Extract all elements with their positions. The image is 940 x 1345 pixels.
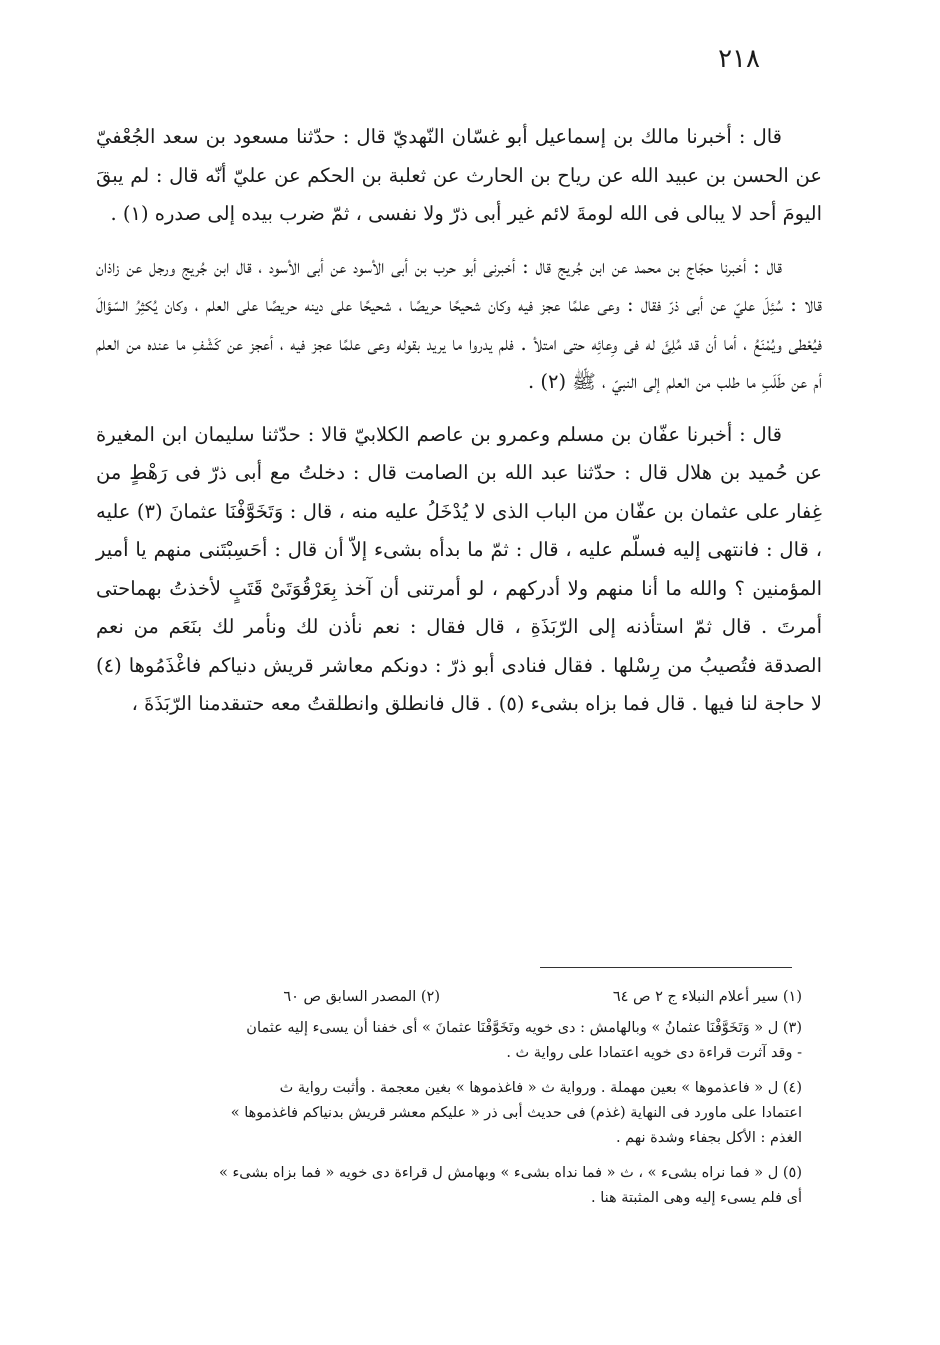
footnote-5-line-2: أى فلم يسىء إليه وهى المثبتة هنا . <box>590 1190 802 1206</box>
footnote-4 <box>98 1076 822 1151</box>
footnote-divider <box>540 967 792 968</box>
paragraph-2: قال : أخبرنا حجّاج بن محمد عن ابن جُريج قال : أخبرنى أبو حرب بن أبى الأسود عن أبى الأسود ، قال ابن جُريج ورجل عن زاذان قالا : سُئِلَ عليّ عن أبى ذرّ فقال : وعى علمًا عجز فيه وكان شحيحًا حريصًا ، شحيحًا على دينه حريصًا على العلم ، وكان يُكثِرُ السّؤالَ فيُعْطى ويُمْنَعُ ، أما أن قد مُلِئَ له فى وِعائِه حتى امتلأ . فلم يدروا ما يريد بقوله وعى علمًا عجز فيه ، أعجز عن كَشْفِ ما عنده من العلم أم عن طَلَبِ ما طلب من العلم إلى النبيّ ، ﷺ (٢) . <box>96 254 822 393</box>
main-text <box>96 118 822 732</box>
footnotes <box>98 985 822 1221</box>
footnote-4-line-2: اعتمادا على ماورد فى النهاية (غذم) فى حديث أبى ذر « عليكم معشر قريش بدنياكم فاغذموها » <box>230 1105 802 1121</box>
page-number: ٢١٨ <box>718 44 760 74</box>
footnote-4-line-3: الغذم : الأكل بجفاء وشدة نهم . <box>615 1130 802 1146</box>
paragraph-1: قال : أخبرنا مالك بن إسماعيل أبو غسّان النّهديّ قال : حدّثنا مسعود بن سعد الجُعْفيّ عن الحسن بن عبيد الله عن رياح بن الحارث عن ثعلبة بن الحكم عن عليّ أنّه قال : لم يبقَ اليومَ أحد لا يبالى فى الله لومةَ لائم غير أبى ذرّ ولا نفسى ، ثمّ ضرب بيده إلى صدره (١) . <box>96 125 822 225</box>
footnote-5-line-1: (٥) ل « فما نراه بشىء » ، ث « فما نداه بشىء » وبهامش ل قراءة دى خويه « فما بزاه بشىء » <box>218 1165 802 1181</box>
footnote-5 <box>98 1161 822 1211</box>
footnote-4-line-1: (٤) ل « فاعذموها » بعين مهملة . ورواية ث « فاغذموها » بغين معجمة . وأثبت رواية ث <box>279 1080 802 1096</box>
footnote-3-line-2: - وقد آثرت قراءة دى خويه اعتمادا على رواية ث . <box>506 1045 802 1061</box>
footnote-row-1-2 <box>98 985 822 1010</box>
paragraph-3: قال : أخبرنا عفّان بن مسلم وعمرو بن عاصم الكلابيّ قالا : حدّثنا سليمان ابن المغيرة عن حُميد بن هلال قال : حدّثنا عبد الله بن الصامت قال : دخلتُ مع أبى ذرّ فى رَهْطٍ من غِفار على عثمان بن عفّان من الباب الذى لا يُدْخَلُ عليه منه ، قال : وَتَخَوَّفْنَا عثمانَ (٣) عليه ، قال : فانتهى إليه فسلّم عليه ، قال : ثمّ ما بدأه بشىء إلاّ أن قال : أحَسِبْتَنى منهم يا أمير المؤمنين ؟ والله ما أنا منهم ولا أدركهم ، لو أمرتنى أن آخذ بِعَرْقُوَتَىْ قَتَبٍ لأخذتُ بهماحتى أمرتَ . قال ثمّ استأذنه إلى الرّبَذَةِ ، قال فقال : نعم نأذن لك ونأمر لك بنَعَم من نعم الصدقة فتُصيبُ من رِسْلها . فقال فنادى أبو ذرّ : دونكم معاشر قريش دنياكم فاغْذَمُوها (٤) لا حاجة لنا فيها . قال فما بزاه بشىء (٥) . قال فانطلق وانطلقتُ معه حتىقدمنا الرّبَذَةَ ، <box>96 422 822 715</box>
footnote-3-line-1: (٣) ل « وَتَخَوَّفْنَا عثمانُ » وبالهامش : دى خويه وتَخَوَّفْنَا عثمانَ » أى خفنا أن يسىء إليه عثمان <box>246 1020 802 1036</box>
footnote-1: (١) سير أعلام النبلاء ج ٢ ص ٦٤ <box>612 989 802 1005</box>
footnote-2: (٢) المصدر السابق ص ٦٠ <box>283 989 440 1005</box>
footnote-3 <box>98 1016 822 1066</box>
